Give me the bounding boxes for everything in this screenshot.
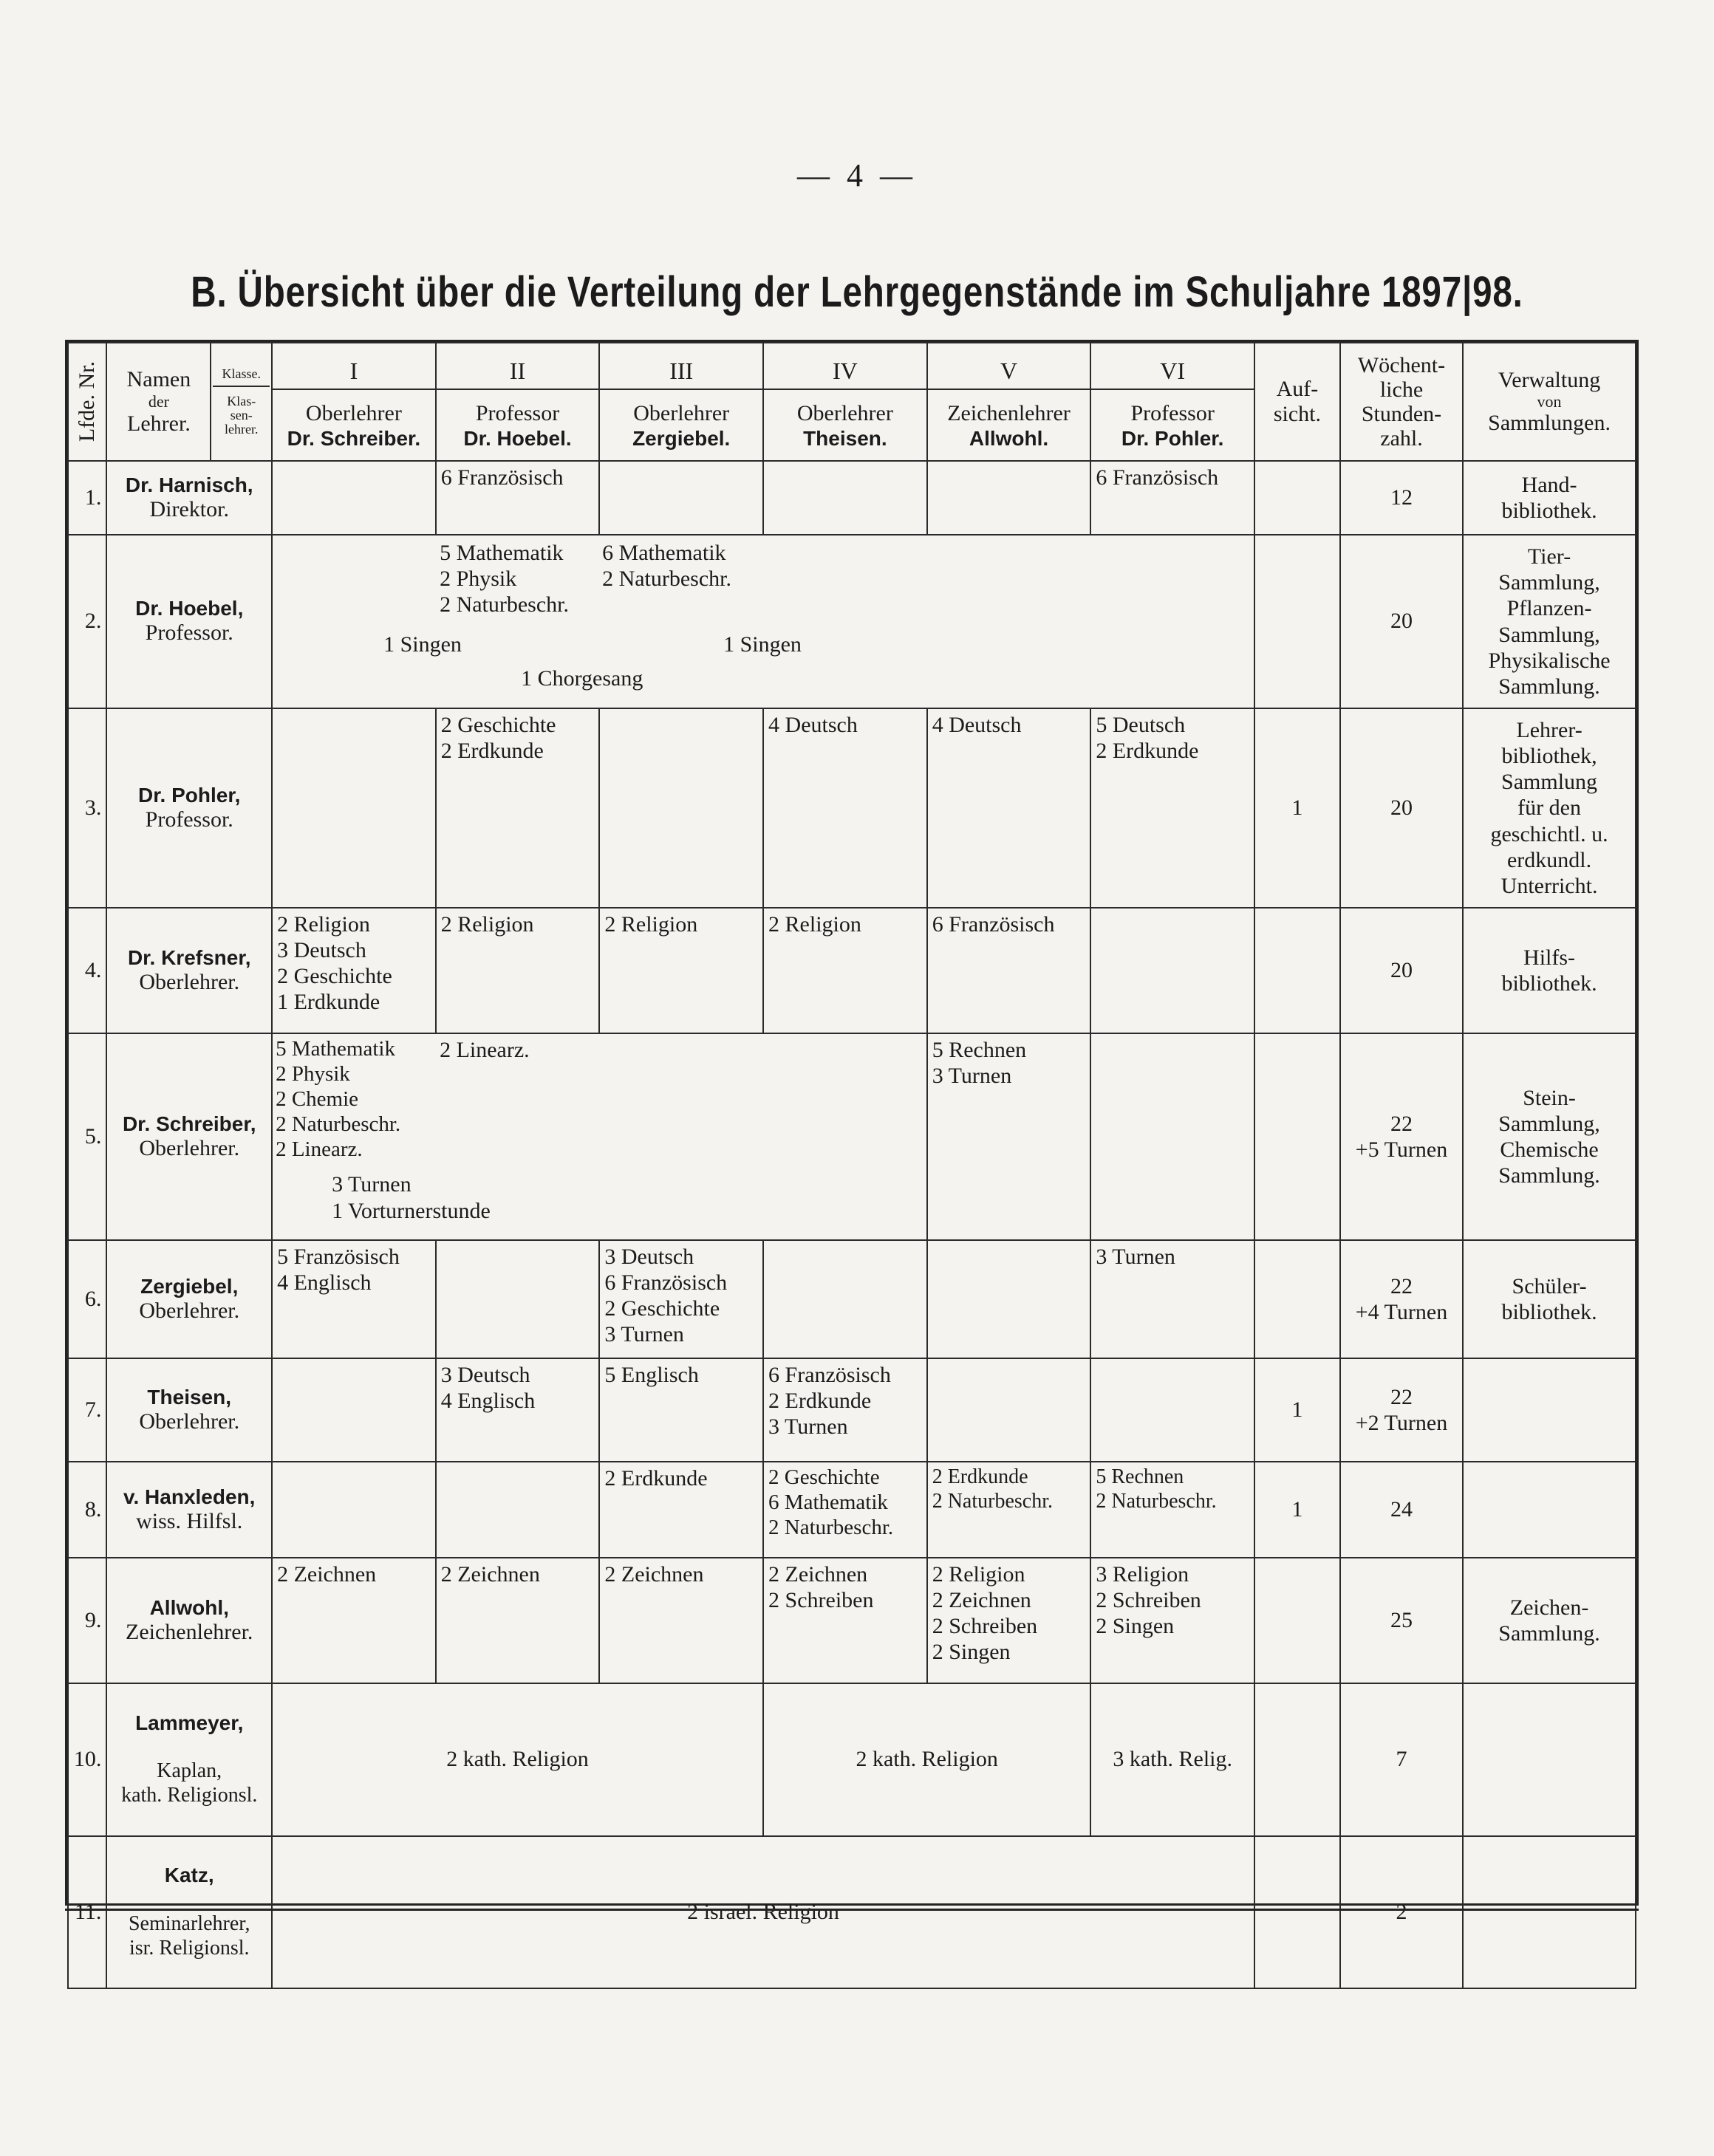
class-span-cell <box>272 1033 927 1240</box>
header-aufsicht <box>1254 343 1340 461</box>
class-4-cell: 4 Deutsch <box>763 708 927 908</box>
row-number: 3. <box>68 708 106 908</box>
class-2-cell: 6 Französisch <box>436 461 600 535</box>
row-number: 11. <box>68 1836 106 1989</box>
table-row <box>68 1033 1636 1240</box>
header-aufsicht-text: Auf- sicht. <box>1273 376 1322 426</box>
teacher-role: Professor. <box>145 620 233 646</box>
teacher-role: Oberlehrer. <box>139 1298 240 1323</box>
stunden-cell: 12 <box>1340 461 1463 535</box>
teacher-name-cell <box>106 1558 272 1683</box>
aufsicht-cell <box>1254 1683 1340 1836</box>
aufsicht-cell <box>1254 1836 1340 1989</box>
aufsicht-cell: 1 <box>1254 1462 1340 1558</box>
header-lfde-text: Lfde. Nr. <box>74 361 99 442</box>
teacher-role: Direktor. <box>149 496 229 521</box>
teacher-name-cell <box>106 1358 272 1462</box>
header-stunden-text: Wöchent- liche Stunden- zahl. <box>1357 353 1446 451</box>
class-6-cell <box>1090 1358 1254 1462</box>
row-number: 7. <box>68 1358 106 1462</box>
class-5-cell: 4 Deutsch <box>927 708 1091 908</box>
header-class-1 <box>272 343 436 461</box>
class-2-cell: 2 Geschichte 2 Erdkunde <box>436 708 600 908</box>
class-5-cell <box>927 1358 1091 1462</box>
class-1-cell <box>272 708 436 908</box>
page-number: — 4 — <box>797 157 917 194</box>
aufsicht-cell <box>1254 1558 1340 1683</box>
teacher-role: wiss. Hilfsl. <box>136 1508 243 1533</box>
teacher-role: Kaplan, kath. Religionsl. <box>121 1759 258 1807</box>
row-number: 2. <box>68 535 106 708</box>
class-6-cell <box>1090 1033 1254 1240</box>
class-4-cell: 2 Religion <box>763 908 927 1033</box>
header-class-5-roman: V <box>928 353 1090 391</box>
class-3-cell: 2 Religion <box>599 908 763 1033</box>
teacher-name: Dr. Schreiber, <box>122 1112 256 1135</box>
header-class-2-teacher: Dr. Hoebel. <box>463 427 572 451</box>
verwaltung-cell <box>1463 1683 1636 1836</box>
teacher-name: Allwohl, <box>149 1595 229 1619</box>
aufsicht-cell <box>1254 1033 1340 1240</box>
aufsicht-cell: 1 <box>1254 1358 1340 1462</box>
class-1-cell: 5 Französisch 4 Englisch <box>272 1240 436 1358</box>
class-4-cell: 2 Geschichte 6 Mathematik 2 Naturbeschr. <box>763 1462 927 1558</box>
header-sammlungen-text: Sammlungen. <box>1488 410 1611 435</box>
header-der-text: der <box>148 392 169 411</box>
verwaltung-cell <box>1463 1836 1636 1989</box>
header-class-4-roman: IV <box>764 353 926 391</box>
teacher-name-cell <box>106 1683 272 1836</box>
span-note-1: 3 Turnen <box>332 1172 412 1197</box>
class-6-cell: 3 Turnen <box>1090 1240 1254 1358</box>
class-2-cell: 2 Linearz. <box>440 1038 530 1062</box>
row-number: 4. <box>68 908 106 1033</box>
verwaltung-cell: Stein- Sammlung, Chemische Sammlung. <box>1463 1033 1636 1240</box>
header-class-6-title: Professor <box>1130 401 1215 426</box>
class-1-cell: 2 Zeichnen <box>272 1558 436 1683</box>
class-2-cell: 2 Religion <box>436 908 600 1033</box>
header-lehrer-text: Lehrer. <box>127 411 191 436</box>
teacher-name: Dr. Harnisch, <box>125 473 253 496</box>
verwaltung-cell: Hand- bibliothek. <box>1463 461 1636 535</box>
header-lfde <box>68 343 106 461</box>
teacher-name-cell <box>106 461 272 535</box>
header-klasse-text: Klasse. <box>213 367 270 387</box>
class-span-4-5-cell: 2 kath. Religion <box>763 1683 1090 1836</box>
teacher-name-cell <box>106 908 272 1033</box>
verwaltung-cell: Zeichen- Sammlung. <box>1463 1558 1636 1683</box>
header-von-text: von <box>1537 392 1562 411</box>
header-namen <box>106 343 211 461</box>
class-6-cell <box>1090 908 1254 1033</box>
row-number: 8. <box>68 1462 106 1558</box>
span-note-2: 1 Vorturnerstunde <box>332 1199 491 1223</box>
header-class-1-title: Oberlehrer <box>305 401 402 426</box>
header-class-5-title: Zeichenlehrer <box>947 401 1071 426</box>
span-note-3: 1 Chorgesang <box>521 666 643 691</box>
row-number: 1. <box>68 461 106 535</box>
class-2-cell: 5 Mathematik 2 Physik 2 Naturbeschr. <box>440 541 570 617</box>
header-class-2-roman: II <box>437 353 599 391</box>
stunden-cell: 20 <box>1340 708 1463 908</box>
class-5-cell: 2 Religion 2 Zeichnen 2 Schreiben 2 Singen <box>927 1558 1091 1683</box>
class-3-cell: 5 Englisch <box>599 1358 763 1462</box>
class-4-cell <box>763 461 927 535</box>
class-1-cell <box>272 1358 436 1462</box>
teacher-name: Zergiebel, <box>140 1274 239 1298</box>
header-verwaltung-text: Verwaltung <box>1498 367 1601 392</box>
class-1-cell <box>272 461 436 535</box>
class-6-cell: 5 Rechnen 2 Naturbeschr. <box>1090 1462 1254 1558</box>
row-number: 10. <box>68 1683 106 1836</box>
stunden-cell: 24 <box>1340 1462 1463 1558</box>
table-row <box>68 1836 1636 1989</box>
class-2-cell <box>436 1240 600 1358</box>
header-class-6-roman: VI <box>1091 353 1254 391</box>
verwaltung-cell: Tier- Sammlung, Pflanzen- Sammlung, Physikalische Sammlung. <box>1463 535 1636 708</box>
class-3-cell <box>599 708 763 908</box>
teacher-name-cell <box>106 1462 272 1558</box>
teacher-role: Oberlehrer. <box>139 1409 240 1434</box>
class-6-cell: 6 Französisch <box>1090 461 1254 535</box>
class-6-cell: 3 Religion 2 Schreiben 2 Singen <box>1090 1558 1254 1683</box>
teacher-name: Dr. Krefsner, <box>127 945 251 969</box>
teacher-role: Zeichenlehrer. <box>126 1619 253 1644</box>
header-class-3 <box>599 343 763 461</box>
header-class-3-teacher: Zergiebel. <box>632 427 731 451</box>
teacher-name-cell <box>106 1033 272 1240</box>
header-class-1-teacher: Dr. Schreiber. <box>287 427 421 451</box>
table-row <box>68 461 1636 535</box>
teacher-name-cell <box>106 708 272 908</box>
table-row <box>68 708 1636 908</box>
row-number: 9. <box>68 1558 106 1683</box>
class-3-cell: 2 Erdkunde <box>599 1462 763 1558</box>
span-note-1: 1 Singen <box>383 632 462 657</box>
teacher-name-cell <box>106 535 272 708</box>
stunden-cell: 22 +4 Turnen <box>1340 1240 1463 1358</box>
class-4-cell <box>763 1240 927 1358</box>
teacher-name-cell <box>106 1836 272 1989</box>
header-class-5-teacher: Allwohl. <box>969 427 1049 451</box>
class-3-cell: 6 Mathematik 2 Naturbeschr. <box>602 541 732 592</box>
teacher-name: Theisen, <box>147 1385 232 1409</box>
header-class-3-roman: III <box>600 353 762 391</box>
stunden-cell: 25 <box>1340 1558 1463 1683</box>
class-3-cell: 2 Zeichnen <box>599 1558 763 1683</box>
table-row <box>68 1358 1636 1462</box>
teacher-name: Katz, <box>164 1864 214 1887</box>
teacher-role: Oberlehrer. <box>139 969 240 994</box>
teacher-role: Professor. <box>145 807 233 832</box>
teacher-name: Dr. Pohler, <box>137 783 241 807</box>
header-namen-text: Namen <box>126 367 191 392</box>
teacher-name-cell <box>106 1240 272 1358</box>
teacher-role: Oberlehrer. <box>139 1135 240 1160</box>
header-class-2 <box>436 343 600 461</box>
class-5-cell: 5 Rechnen 3 Turnen <box>927 1033 1091 1240</box>
teacher-name: v. Hanxleden, <box>123 1485 256 1508</box>
class-4-cell: 2 Zeichnen 2 Schreiben <box>763 1558 927 1683</box>
header-stunden <box>1340 343 1463 461</box>
class-5-cell <box>927 461 1091 535</box>
class-2-cell <box>436 1462 600 1558</box>
aufsicht-cell <box>1254 535 1340 708</box>
span-note-2: 1 Singen <box>723 632 802 657</box>
verwaltung-cell: Lehrer- bibliothek, Sammlung für den geschichtl. u. erdkundl. Unterricht. <box>1463 708 1636 908</box>
class-1-cell: 5 Mathematik 2 Physik 2 Chemie 2 Naturbeschr. 2 Linearz. <box>276 1037 401 1161</box>
stunden-cell: 7 <box>1340 1683 1463 1836</box>
class-6-cell: 3 kath. Relig. <box>1090 1683 1254 1836</box>
class-6-cell: 5 Deutsch 2 Erdkunde <box>1090 708 1254 908</box>
header-class-6-teacher: Dr. Pohler. <box>1121 427 1224 451</box>
table-row <box>68 535 1636 708</box>
table-row <box>68 1240 1636 1358</box>
table-row <box>68 1462 1636 1558</box>
stunden-cell: 22 +5 Turnen <box>1340 1033 1463 1240</box>
stunden-cell: 20 <box>1340 908 1463 1033</box>
class-3-cell <box>599 461 763 535</box>
table-row <box>68 908 1636 1033</box>
class-span-cell <box>272 535 1254 708</box>
class-2-cell: 2 Zeichnen <box>436 1558 600 1683</box>
verwaltung-cell: Schüler- bibliothek. <box>1463 1240 1636 1358</box>
class-4-cell: 6 Französisch 2 Erdkunde 3 Turnen <box>763 1358 927 1462</box>
row-number: 5. <box>68 1033 106 1240</box>
class-2-cell: 3 Deutsch 4 Englisch <box>436 1358 600 1462</box>
class-1-cell: 2 Religion 3 Deutsch 2 Geschichte 1 Erdkunde <box>272 908 436 1033</box>
row-number: 6. <box>68 1240 106 1358</box>
header-class-4-title: Oberlehrer <box>796 401 893 426</box>
class-5-cell <box>927 1240 1091 1358</box>
aufsicht-cell: 1 <box>1254 708 1340 908</box>
table-row <box>68 1558 1636 1683</box>
table-row <box>68 1683 1636 1836</box>
class-3-cell: 3 Deutsch 6 Französisch 2 Geschichte 3 Turnen <box>599 1240 763 1358</box>
class-5-cell: 6 Französisch <box>927 908 1091 1033</box>
distribution-table <box>67 342 1636 1989</box>
aufsicht-cell <box>1254 1240 1340 1358</box>
aufsicht-cell <box>1254 908 1340 1033</box>
header-klasse <box>211 343 272 461</box>
teacher-role: Seminarlehrer, isr. Religionsl. <box>128 1912 250 1960</box>
page-title: B. Übersicht über die Verteilung der Lehrgegenstände im Schuljahre 1897|98. <box>191 268 1523 316</box>
header-class-4-teacher: Theisen. <box>803 427 887 451</box>
class-1-cell <box>272 1462 436 1558</box>
class-span-1-3-cell: 2 kath. Religion <box>272 1683 763 1836</box>
teacher-name: Dr. Hoebel, <box>135 597 244 620</box>
class-span-1-6-cell: 2 israel. Religion <box>272 1836 1254 1989</box>
verwaltung-cell <box>1463 1462 1636 1558</box>
header-class-3-title: Oberlehrer <box>633 401 730 426</box>
verwaltung-cell <box>1463 1358 1636 1462</box>
aufsicht-cell <box>1254 461 1340 535</box>
header-class-2-title: Professor <box>475 401 560 426</box>
stunden-cell: 2 <box>1340 1836 1463 1989</box>
header-verwaltung <box>1463 343 1636 461</box>
header-klassenlehrer-text: Klas- sen- lehrer. <box>225 394 259 437</box>
class-5-cell: 2 Erdkunde 2 Naturbeschr. <box>927 1462 1091 1558</box>
header-class-1-roman: I <box>273 353 435 391</box>
teacher-name: Lammeyer, <box>135 1711 244 1734</box>
distribution-table-frame <box>65 340 1639 1960</box>
header-class-4 <box>763 343 927 461</box>
stunden-cell: 22 +2 Turnen <box>1340 1358 1463 1462</box>
header-class-5 <box>927 343 1091 461</box>
verwaltung-cell: Hilfs- bibliothek. <box>1463 908 1636 1033</box>
header-class-6 <box>1090 343 1254 461</box>
stunden-cell: 20 <box>1340 535 1463 708</box>
